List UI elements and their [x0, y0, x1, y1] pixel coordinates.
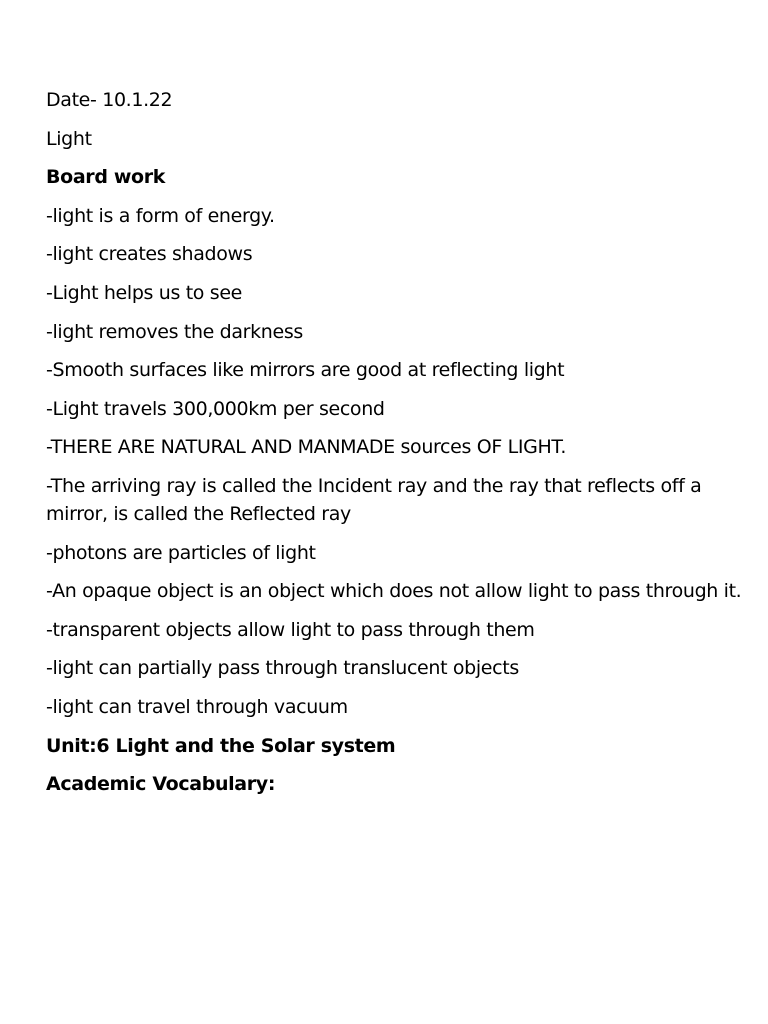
note-line: -The arriving ray is called the Incident ray and the ray that reflects off a mirror, is called the Reflected ray — [46, 474, 702, 525]
topic-line: Light — [46, 127, 92, 150]
note-line: -Smooth surfaces like mirrors are good at reflecting light — [46, 359, 565, 382]
note-line: -THERE ARE NATURAL AND MANMADE sources OF LIGHT. — [46, 436, 567, 459]
note-line: -Light travels 300,000km per second — [46, 397, 385, 420]
note-line: -light creates shadows — [46, 243, 253, 266]
note-line: -light can travel through vacuum — [46, 695, 348, 718]
note-line: -transparent objects allow light to pass through them — [46, 618, 535, 641]
note-line: -photons are particles of light — [46, 541, 316, 564]
section-heading-board-work: Board work — [46, 166, 166, 189]
note-line: -light is a form of energy. — [46, 204, 275, 227]
note-line: -light can partially pass through translucent objects — [46, 657, 519, 680]
unit-heading: Unit:6 Light and the Solar system — [46, 734, 396, 757]
date-line: Date- 10.1.22 — [46, 89, 173, 111]
vocabulary-heading: Academic Vocabulary: — [46, 773, 276, 796]
document-body — [46, 86, 746, 809]
note-line: -light removes the darkness — [46, 320, 303, 343]
note-line: -Light helps us to see — [46, 281, 242, 304]
note-line: -An opaque object is an object which does not allow light to pass through it. — [46, 580, 742, 603]
